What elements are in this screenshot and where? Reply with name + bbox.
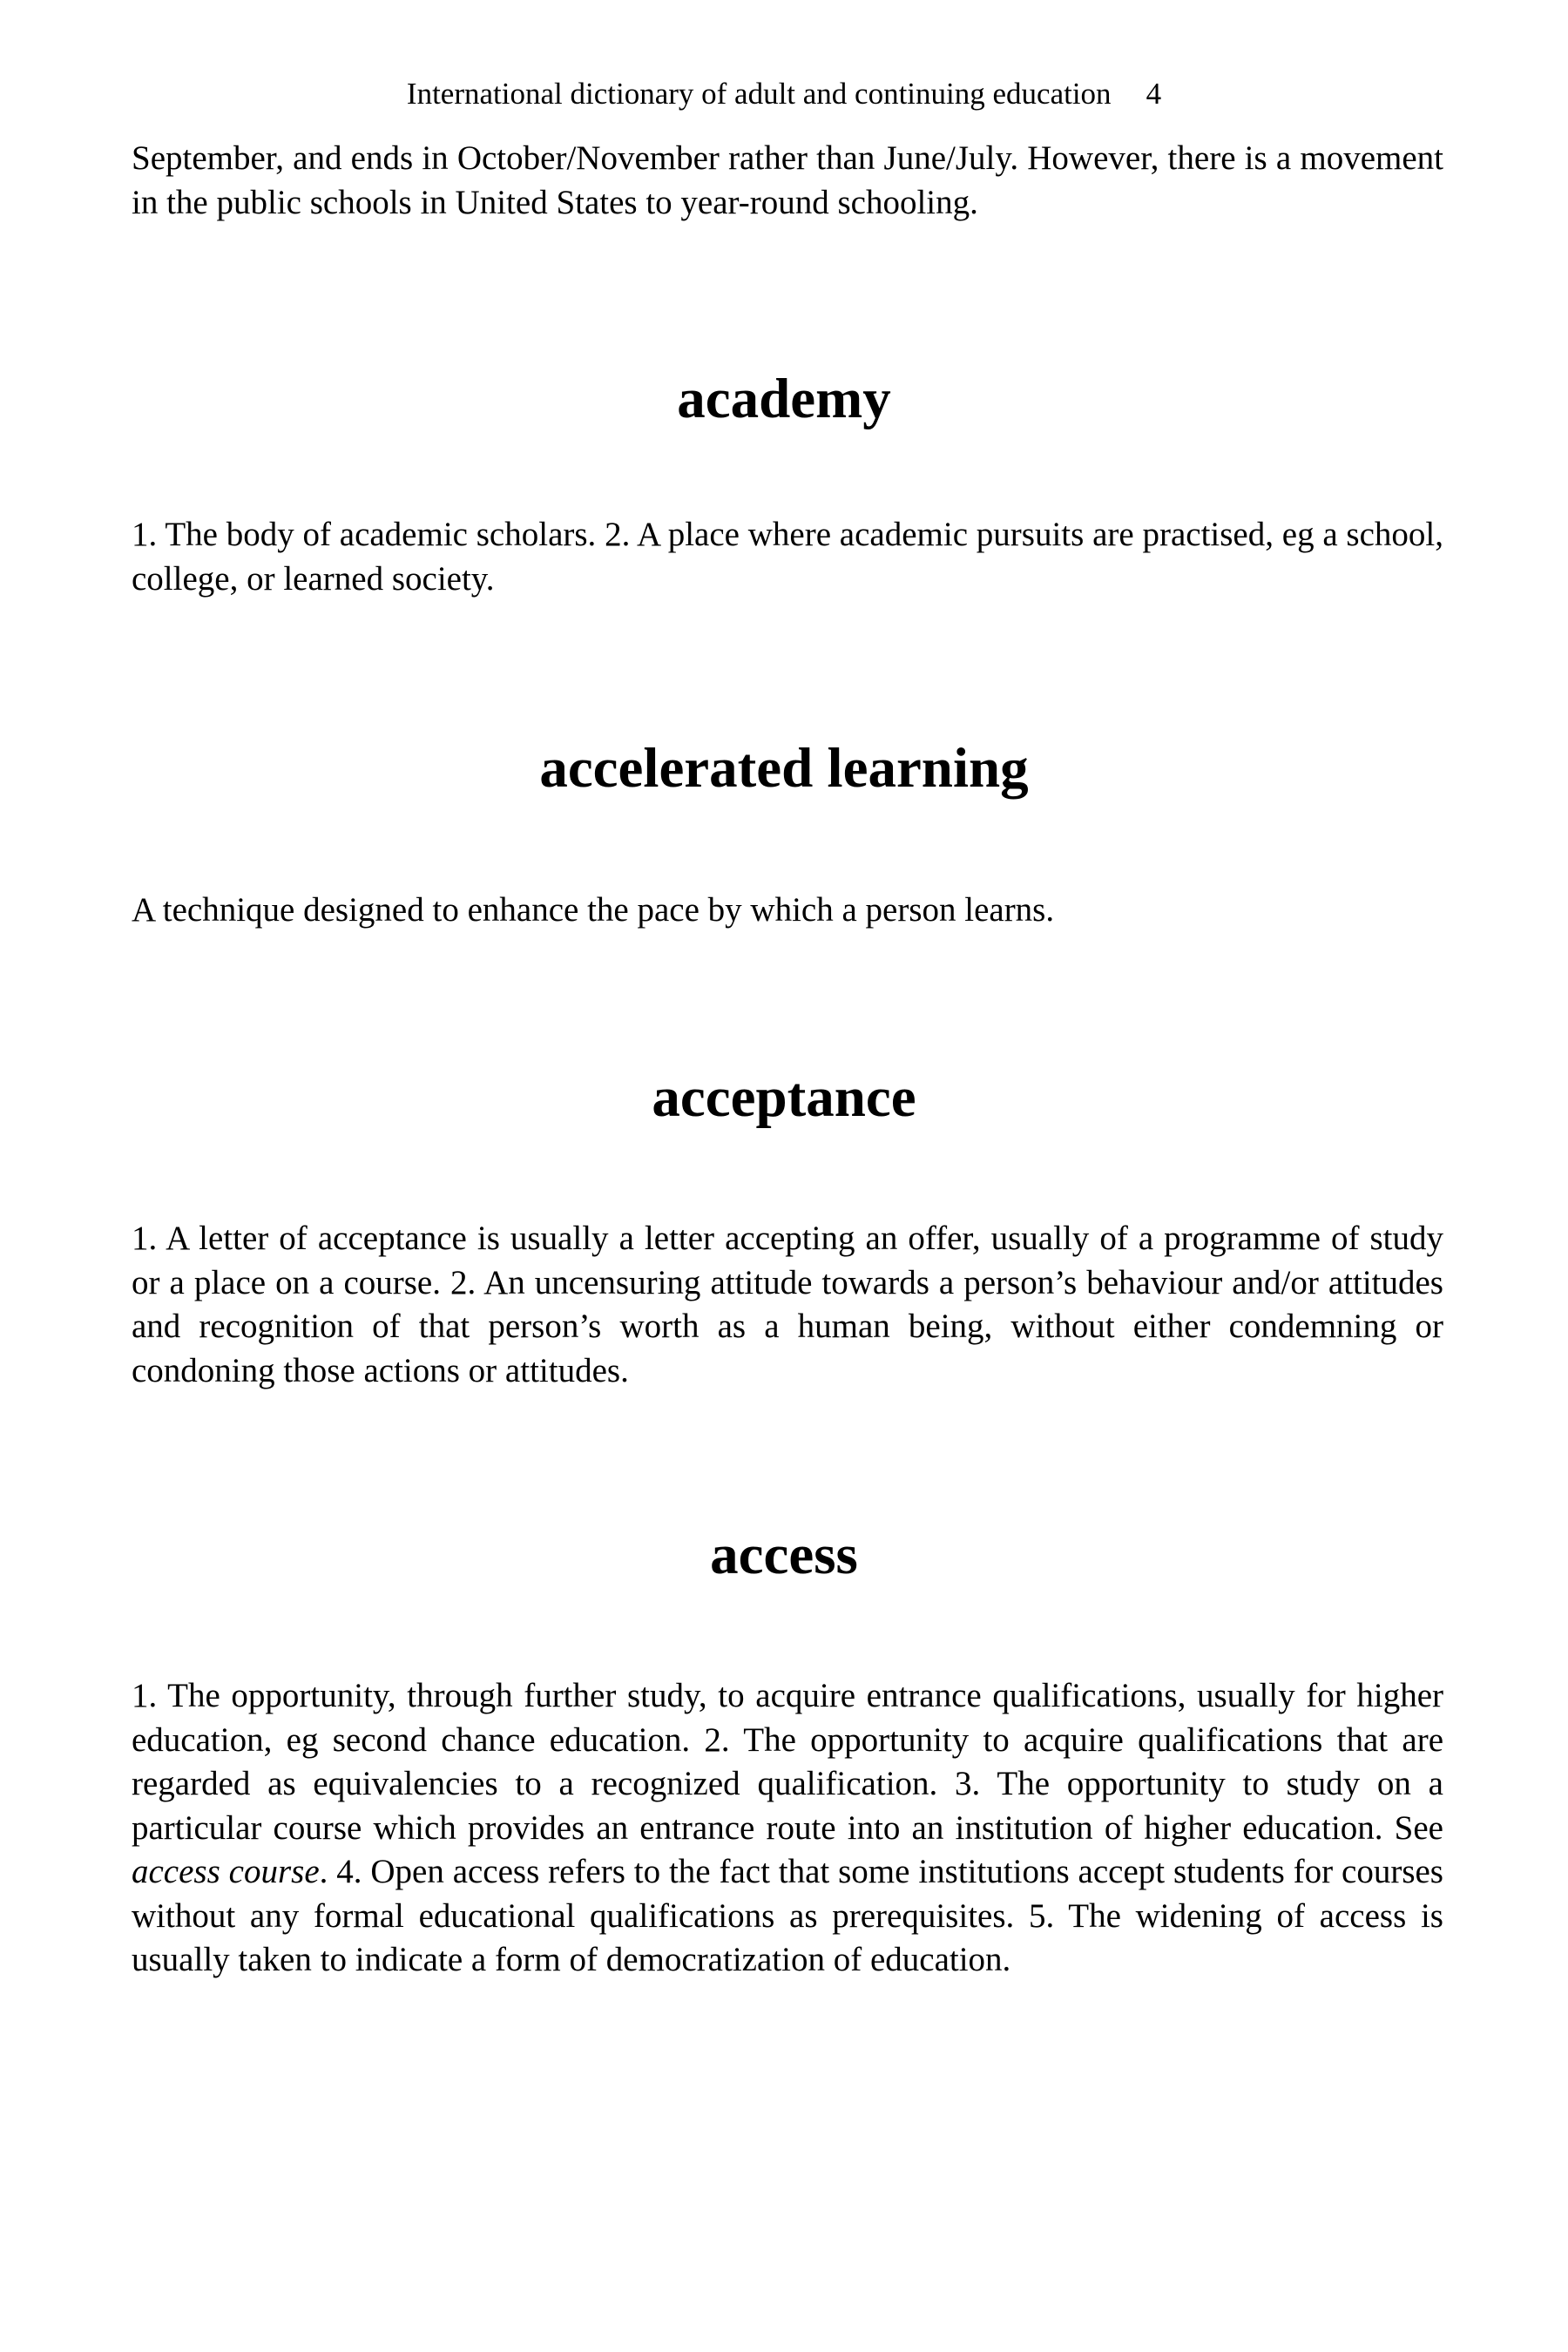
definition-accelerated-learning: A technique designed to enhance the pace by which a person learns. <box>132 891 1055 929</box>
definition-acceptance: 1. A letter of acceptance is usually a letter accepting an offer, usually of a programme of study or a place on a course. 2. An uncensuring attitude towards a person’s behaviour and/or attitudes and recognition of that person’s worth as a human being, without either condemning or condoning those actions or attitudes. <box>132 1220 1443 1389</box>
headword-acceptance: acceptance <box>652 1066 916 1129</box>
definition-access-part-1: 1. The opportunity, through further study, to acquire entrance qualifications, usually for higher education, eg second chance education. 2. The opportunity to acquire qualifications that are regarded as equivalencies to a recognized qualification. 3. The opportunity to study on a particular course which provides an entrance route into an institution of higher education. See <box>132 1677 1443 1847</box>
page-number: 4 <box>1146 77 1162 111</box>
cross-reference-access-course: access course <box>132 1853 320 1890</box>
headword-access: access <box>710 1524 858 1586</box>
headword-academy: academy <box>677 368 891 430</box>
headword-accelerated-learning: accelerated learning <box>539 737 1029 800</box>
continuation-text: September, and ends in October/November rather than June/July. However, there is a movement in the public schools in United States to year-round schooling. <box>132 139 1443 221</box>
definition-access-part-2: . 4. Open access refers to the fact that some institutions accept students for courses without any formal educational qualifications as prerequisites. 5. The widening of access is usually taken to indicate a form of democratization of education. <box>132 1853 1443 1978</box>
running-header-title: International dictionary of adult and continuing education <box>406 77 1112 111</box>
running-header <box>0 73 1568 115</box>
definition-access <box>132 1674 1443 1983</box>
definition-academy: 1. The body of academic scholars. 2. A place where academic pursuits are practised, eg a school, college, or learned society. <box>132 516 1443 598</box>
